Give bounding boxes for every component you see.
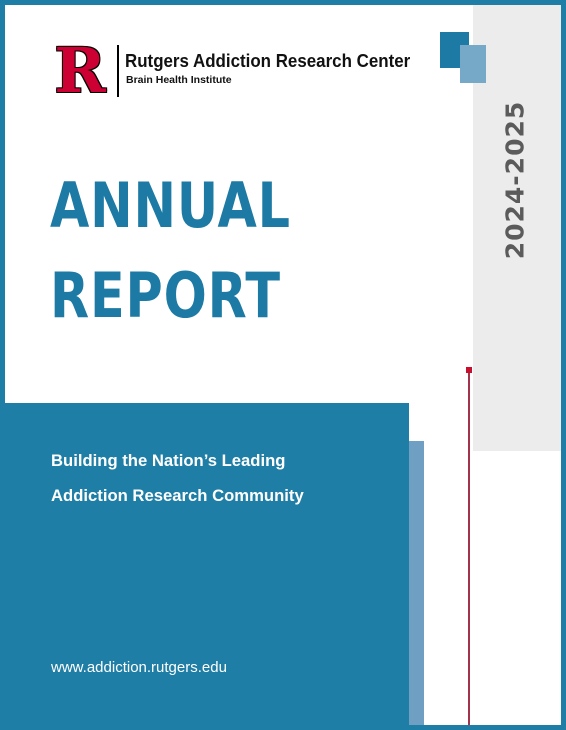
blue-panel-edge [409,441,424,730]
accent-line [468,373,470,730]
institute-name: Brain Health Institute [126,74,232,86]
title-line-annual: ANNUAL [50,169,291,242]
website-url: www.addiction.rutgers.edu [51,659,227,676]
center-name: Rutgers Addiction Research Center [125,51,411,71]
logo-divider [117,45,119,97]
title-line-report: REPORT [50,259,281,332]
decorative-square-light [460,45,486,83]
subtitle-line-2: Addiction Research Community [51,486,304,505]
rutgers-logo-icon: R [54,34,106,107]
report-year: 2024-2025 [500,100,530,260]
subtitle-line-1: Building the Nation’s Leading [51,451,286,470]
